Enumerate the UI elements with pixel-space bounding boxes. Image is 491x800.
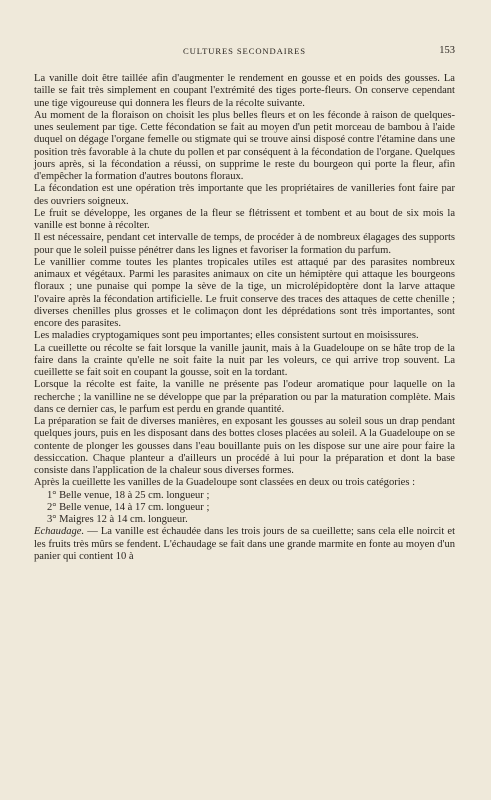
category-item: 1° Belle venue, 18 à 25 cm. longueur ; <box>47 489 210 501</box>
category-item: 3° Maigres 12 à 14 cm. longueur. <box>47 514 188 525</box>
section-term: Echaudage. <box>34 526 85 538</box>
category-item: 2° Belle venue, 14 à 17 cm. longueur ; <box>47 501 210 513</box>
paragraph: Les maladies cryptogamiques sont peu importantes; elles consistent surtout en moisissures. <box>34 330 419 342</box>
section-echaudage <box>34 526 455 563</box>
section-text: — La vanille est échaudée dans les trois jours de sa cueillette; sans cela elle noircit et les fruits très mûrs se fendent. L'échaudage se fait dans une grande marmite en fonte au moyen d'un panier qui contient 10 à <box>34 526 455 562</box>
paragraph: Il est nécessaire, pendant cet intervalle de temps, de procéder à de nombreux élagages des supports pour que le soleil puisse pénétrer dans les lignes et favoriser la formation du parfum. <box>34 232 455 256</box>
category-list <box>34 490 455 527</box>
body-text <box>34 73 455 563</box>
paragraph: La fécondation est une opération très importante que les propriétaires de vanilleries font faire par des ouvriers soigneux. <box>34 183 455 207</box>
paragraph: La préparation se fait de diverses manières, en exposant les gousses au soleil sous un drap pendant quelques jours, puis en les disposant dans des bottes closes placées au soleil. A la Guadeloupe on se contente de plonger les gousses dans l'eau bouillante puis on les dispose sur une aire pour faire la dessiccation. Chaque planteur a d'ailleurs un procédé à lui pour la préparation et dont la base consiste dans l'application de la chaleur sous diverses formes. <box>34 416 455 476</box>
paragraph: Au moment de la floraison on choisit les plus belles fleurs et on les féconde à raison de quelques-unes seulement par tige. Cette fécondation se fait au moyen d'un petit morceau de bambou à l'aide duquel on dégage l'organe femelle ou stigmate qui se trouve ainsi disposé contre l'étamine dans une position très favorable à la chute du pollen et par conséquent à la fécondation de l'organe. Quelques jours après, si la fécondation a réussi, on supprime le reste du bourgeon qui porte la fleur, afin d'empêcher la formation d'autres boutons floraux. <box>34 109 455 182</box>
page-header <box>34 46 455 60</box>
paragraph: Le fruit se développe, les organes de la fleur se flétrissent et tombent et au bout de six mois la vanille est bonne à récolter. <box>34 207 455 231</box>
paragraph: La vanille doit être taillée afin d'augmenter le rendement en gousse et en poids des gousses. La taille se fait très simplement en coupant l'extrémité des tiges porte-fleurs. On conserve cependant une tige vigoureuse qui donnera les fleurs de la récolte suivante. <box>34 73 455 109</box>
running-title: CULTURES SECONDAIRES <box>183 46 306 56</box>
paragraph: Le vanillier comme toutes les plantes tropicales utiles est attaqué par des parasites nombreux animaux et végétaux. Parmi les parasites animaux on cite un hémiptère qui attaque les bourgeons floraux ; une punaise qui pompe la sève de la tige, un microlépidoptère dont la larve attaque l'ovaire après la fécondation artificielle. Le fruit conserve des traces des attaques de cette chenille ; diverses chenilles plus grosses et le colimaçon dont les déprédations sont très importantes, sont encore des parasites. <box>34 256 455 329</box>
paragraph: Après la cueillette les vanilles de la Guadeloupe sont classées en deux ou trois catégories : <box>34 477 416 489</box>
paragraph: Lorsque la récolte est faite, la vanille ne présente pas l'odeur aromatique pour laquelle on la recherche ; la vanilline ne se développe que par la préparation ou par la maturation complète. Mais dans ce dernier cas, le parfum est perdu en grande quantité. <box>34 379 455 415</box>
paragraph: La cueillette ou récolte se fait lorsque la vanille jaunit, mais à la Guadeloupe on se hâte trop de la faire dans la crainte qu'elle ne soit faite la nuit par les voleurs, ce qui arrive trop souvent. La cueillette se fait soit en coupant la gousse, soit en la tordant. <box>34 342 455 378</box>
page-number: 153 <box>439 45 455 56</box>
